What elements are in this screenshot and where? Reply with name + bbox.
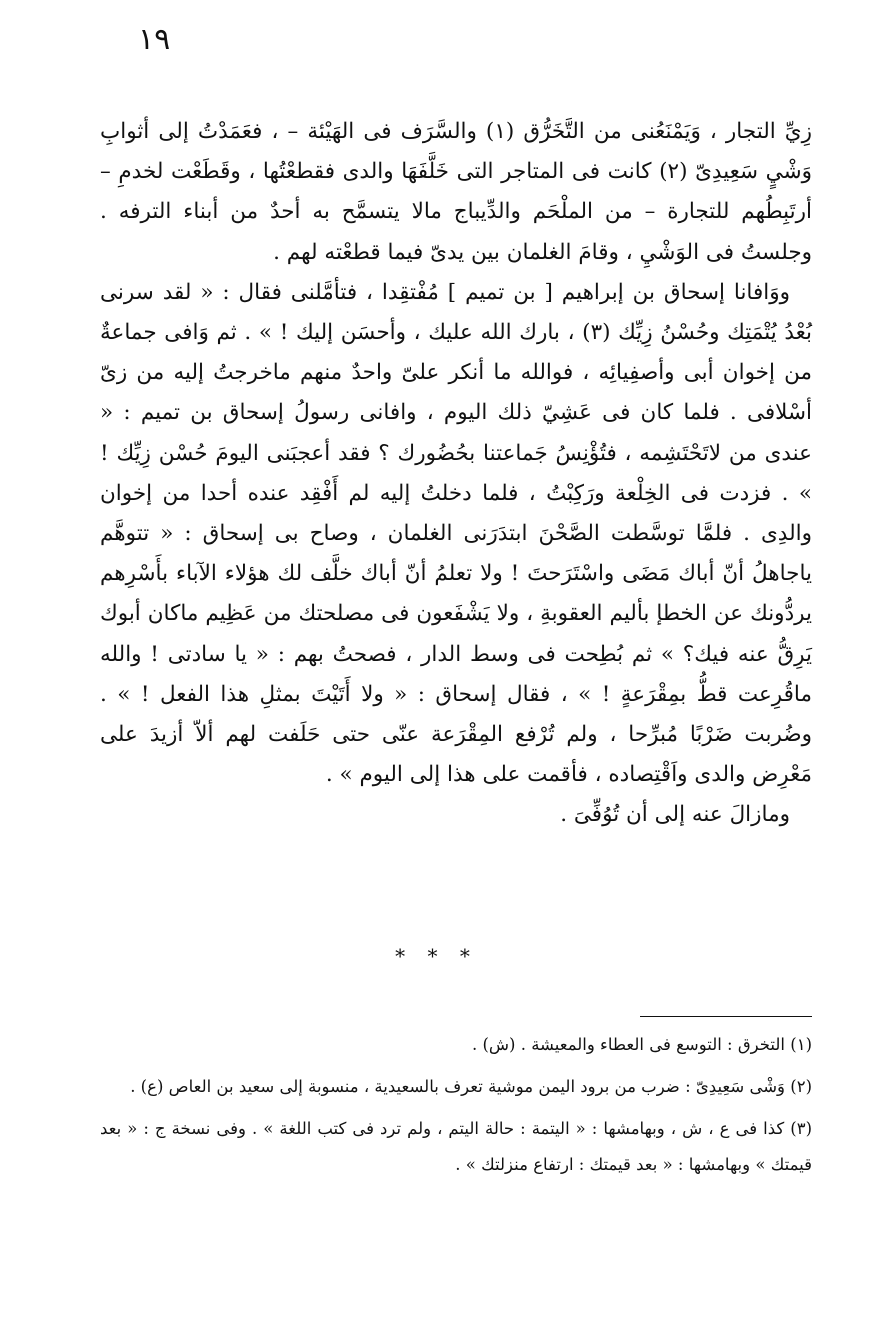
paragraph-3: ومازالَ عنه إلى أن تُوُفِّىَ . xyxy=(560,802,790,828)
footnote-2: (٢) وَشْى سَعِيدِىّ : ضرب من برود اليمن موشية تعرف بالسعيدية ، منسوبة إلى سعيد بن العاص (ع) . xyxy=(130,1077,812,1096)
paragraph-1: زِيِّ التجار ، وَيَمْنَعُنى من التَّخَرُّق (١) والسَّرَف فى الهَيْئة – ، فعَمَدْتُ إلى أثوابِ وَشْيٍ سَعِيدِىّ (٢) كانت فى المتاجر التى خَلَّفَهَا والدى فقطعْتُها ، وقَطَعْت لخدمِ – أرتَبِطُهم للتجارة – من الملْحَم والدِّيباج مالا يتسمَّح به أحدٌ من أبناء الترفه . وجلستُ فى الوَشْيِ ، وقامَ الغلمان بين يدىّ فيما قطعْته لهم . xyxy=(100,119,813,265)
footnote-1: (١) التخرق : التوسع فى العطاء والمعيشة . (ش) . xyxy=(471,1035,812,1054)
footnote-3: (٣) كذا فى ع ، ش ، وبهامشها : « اليتمة : حالة اليتم ، ولم ترد فى كتب اللغة » . وفى نسخة ج : « بعد قيمتك » وبهامشها : « بعد قيمتك : ارتفاع منزلتك » . xyxy=(100,1119,812,1174)
footnotes xyxy=(100,1027,812,1189)
section-separator: * * * xyxy=(395,944,478,968)
paragraph-2: ووَافانا إسحاق بن إبراهيم [ بن تميم ] مُفْتقِدا ، فتأمَّلنى فقال : « لقد سرنى بُعْدُ يُتْمَتِك وحُسْنُ زِيِّك (٣) ، بارك الله عليك ، وأحسَن إليك ! » . ثم وَافى جماعةٌ من إخوان أبى وأصفِيائِه ، فوالله ما أنكر علىّ واحدٌ منهم ماخرجتُ إليه من زىّ أسْلافى . فلما كان فى عَشِيّ ذلك اليوم ، وافانى رسولُ إسحاق بن تميم : « عندى من لاتَحْتَشِمه ، فتُؤْنِسُ جَماعتنا بحُضُورك ؟ فقد أعجبَنى اليومَ حُسْن زِيِّك ! » . فزدت فى الخِلْعة ورَكِبْتُ ، فلما دخلتُ إليه لم أَفْقِد عنده أحدا من إخوان والدِى . فلمَّا توسَّطت الصَّحْنَ ابتدَرَنى الغلمان ، وصاح بى إسحاق : « تتوهَّم ياجاهلُ أنّ أباك مَضَى واسْتَرَحتَ ! ولا تعلمُ أنّ أباك خلَّف لك هؤلاء الآباء بأَسْرِهم يردُّونك عن الخطإ بأليم العقوبةِ ، ولا يَشْفَعون فى مصلحتك من عَظِيم ماكان أبوك يَرِقُّ عنه فيك؟ » ثم بُطِحت فى وسط الدار ، فصحتُ بهم : « يا سادتى ! والله ماقُرِعت قطُّ بمِقْرَعةٍ ! » ، فقال إسحاق : « ولا أَتَيْتَ بمثلِ هذا الفعل ! » . وضُربت ضَرْبًا مُبرِّحا ، ولم تُرْفع المِقْرَعة عنّى حتى حَلَفت لهم ألاّ أزيدَ على مَعْرِض والدى واَقْتِصاده ، فأقمت على هذا إلى اليوم » . xyxy=(100,279,812,788)
page-number: ١٩ xyxy=(138,22,171,57)
footnote-divider xyxy=(640,1016,812,1017)
main-text xyxy=(100,112,812,836)
